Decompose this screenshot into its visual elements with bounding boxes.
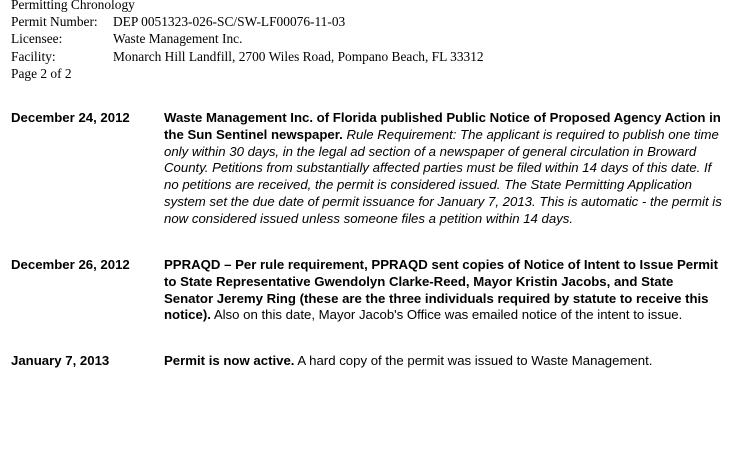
entry-bold-text: Permit is now active. [164,353,295,368]
page-number: Page 2 of 2 [11,65,72,81]
facility-row [11,48,484,65]
entry-normal-text: Also on this date, Mayor Jacob's Office was emailed notice of the intent to issue. [213,307,683,323]
entry-italic-text: Rule Requirement: The applicant is required to publish one time only within 30 days, in the legal ad section of a newspaper of general circulation in Broward County. Petitions from substantially affected parties must be filed within 14 days of this date. If no petitions are received, the permit is considered issued. The State Permitting Application system set the due date of permit issuance for January 7, 2013. This is automatic - the permit is now considered issued unless someone files a petition within 14 days. [164,126,722,226]
document-header [11,0,484,82]
facility-value: Monarch Hill Landfill, 2700 Wiles Road, Pompano Beach, FL 33312 [113,48,484,64]
entry-date: January 7, 2013 [11,353,110,368]
permit-number-row [11,13,484,30]
entry-bold-text: Waste Management Inc. of Florida published Public Notice of Proposed Agency Action in the Sun Sentinel newspaper. [164,110,721,142]
entry-date: December 26, 2012 [11,257,130,272]
header-title: Permitting Chronology [11,0,135,12]
entry-text [164,110,724,228]
entry-normal-text: A hard copy of the permit was issued to Waste Management. [297,353,653,368]
entry-date: December 24, 2012 [11,110,130,125]
permit-number-label: Permit Number: [11,14,98,30]
licensee-value: Waste Management Inc. [113,31,243,47]
entry-text [164,353,724,370]
licensee-label: Licensee: [11,31,63,47]
permit-number-value: DEP 0051323-026-SC/SW-LF00076-11-03 [113,14,346,30]
facility-label: Facility: [11,48,56,64]
licensee-row [11,30,484,47]
entry-bold-text: PPRAQD – Per rule requirement, PPRAQD sent copies of Notice of Intent to Issue Permit to State Representative Gwendolyn Clarke-Reed, Mayor Kristin Jacobs, and State Senator Jeremy Ring (these are the three individuals required by statute to receive this notice). [164,257,718,323]
entry-text [164,257,724,324]
